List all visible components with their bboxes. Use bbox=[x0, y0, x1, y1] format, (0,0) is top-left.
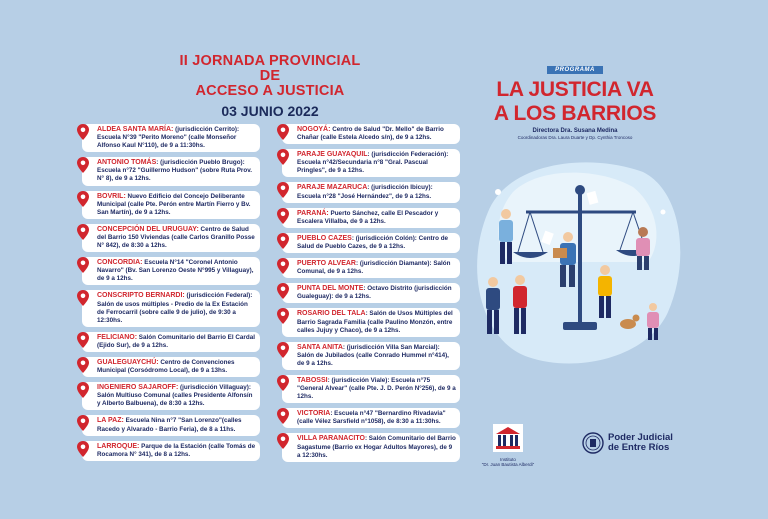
location-name: LARROQUE: bbox=[97, 442, 140, 450]
event-date: 03 JUNIO 2022 bbox=[221, 103, 319, 119]
map-pin-icon bbox=[276, 148, 290, 166]
location-details: Escuela Nina n°7 "San Lorenzo"(calles Racedo y Alvarado - Barrio Feria), de 8 a 11hs. bbox=[97, 417, 242, 433]
locations-left-column bbox=[82, 124, 260, 466]
justice-scale-illustration bbox=[468, 152, 690, 377]
title-line-3: ACCESO A JUSTICIA bbox=[195, 83, 345, 99]
location-details: (jurisdicción Federal): Salón de usos múltiples - Predio de la Ex Estación de Ferrocarril (sobre calle 9 de julio), de 9:30 a 12:30hs. bbox=[97, 292, 253, 324]
location-name: CONSCRIPTO BERNARDI: bbox=[97, 292, 185, 300]
location-card bbox=[82, 224, 260, 252]
location-card bbox=[82, 191, 260, 219]
location-card bbox=[282, 149, 460, 177]
location-details: Nuevo Edificio del Concejo Deliberante Municipal (calle Pte. Perón entre Martín Fierro y Bv. San Martín), de 9 a 12hs. bbox=[97, 192, 251, 216]
location-name: LA PAZ: bbox=[97, 417, 124, 425]
map-pin-icon bbox=[276, 432, 290, 450]
location-card bbox=[82, 441, 260, 461]
location-name: PARAJE GUAYAQUIL bbox=[297, 151, 368, 159]
location-name: BOVRIL: bbox=[97, 192, 126, 200]
location-details: : (jurisdicción Federación): Escuela n°42/Secundaria n°8 "Gral. Pascual Pringles", de 9 a 12hs. bbox=[297, 151, 449, 175]
location-name: VICTORIA bbox=[297, 410, 331, 418]
location-details: : (jurisdicción Ibicuy): Escuela n°28 "José Hernández", de 9 a 12hs. bbox=[297, 184, 433, 200]
map-pin-icon bbox=[276, 257, 290, 275]
poder-judicial-logo bbox=[582, 432, 673, 454]
location-card bbox=[282, 342, 460, 370]
location-details: Salón Comunitario del Barrio El Cardal (Ejido Sur), de 9 a 12hs. bbox=[97, 333, 255, 349]
map-pin-icon bbox=[276, 282, 290, 300]
location-name: NOGOYÁ: bbox=[297, 126, 331, 133]
location-details: Centro de Convenciones Municipal (Corsódromo Local), de 9 a 13hs. bbox=[97, 358, 235, 375]
location-details: : Octavo Distrito (jurisdicción Gualeguay): de 9 a 12hs. bbox=[297, 285, 452, 301]
location-card bbox=[282, 258, 460, 278]
location-details: : (jurisdicción Pueblo Brugo): Escuela n°72 "Guillermo Hudson" (sobre Ruta Prov. N° 8), de 9 a 12hs. bbox=[97, 159, 252, 183]
location-card bbox=[82, 382, 260, 410]
location-card bbox=[282, 233, 460, 253]
instituto-emblem-icon bbox=[493, 424, 523, 452]
map-pin-icon bbox=[276, 232, 290, 250]
program-block bbox=[490, 58, 660, 140]
location-details: Escuela N°14 "Coronel Antonio Navarro" (Bv. San Lorenzo Oeste N°995 y Villaguay), de 9 a 12hs. bbox=[97, 259, 254, 283]
map-pin-icon bbox=[76, 440, 90, 458]
program-label: PROGRAMA bbox=[547, 66, 603, 74]
location-details: : (jurisdicción Viale): Escuela n°75 "General Alvear" (calle Pte. J. D. Perón N°256), de 9 a 12hs. bbox=[297, 376, 456, 401]
location-details: Parque de la Estación (calle Tomás de Rocamora N° 341), de 8 a 12hs. bbox=[97, 442, 256, 458]
map-pin-icon bbox=[276, 181, 290, 199]
instituto-label-2: "Dr. Juan Bautista Alberdi" bbox=[481, 462, 535, 467]
location-name: PUNTA DEL MONTE bbox=[297, 285, 364, 293]
map-pin-icon bbox=[76, 223, 90, 241]
location-details: : (jurisdicción Villa San Marcial): Salón de Jubilados (calle Conrado Hummel n°414), de 9 a 12hs. bbox=[297, 343, 449, 367]
map-pin-icon bbox=[76, 156, 90, 174]
title-line-1: II JORNADA PROVINCIAL bbox=[179, 53, 361, 69]
location-card bbox=[282, 182, 460, 202]
location-details: : (jurisdicción Diamante): Salón Comunal, de 9 a 12hs. bbox=[297, 260, 451, 276]
location-details: : Salón Comunitario del Barrio Sagastume (Barrio ex Hogar Adultos Mayores), de 9 a 12:30hs. bbox=[297, 435, 456, 459]
location-name: ALDEA SANTA MARÍA: bbox=[97, 126, 174, 133]
event-title-block bbox=[165, 54, 375, 119]
location-name: FELICIANO: bbox=[97, 333, 138, 341]
location-card bbox=[82, 157, 260, 185]
location-details: Puerto Sánchez, calle El Pescador y Escalera Villalba, de 9 a 12hs. bbox=[297, 209, 439, 225]
location-name: CONCORDIA: bbox=[97, 259, 143, 267]
location-details: : Salón de Usos Múltiples del Barrio Sagrada Familia (calle Paulino Monzón, entre calles Jujuy y Chaco), de 9 a 12hs. bbox=[297, 310, 453, 334]
location-name: PARANÁ: bbox=[297, 209, 329, 217]
map-pin-icon bbox=[76, 256, 90, 274]
locations-right-column bbox=[282, 124, 460, 467]
poder-judicial-seal-icon bbox=[582, 432, 604, 454]
location-card bbox=[82, 415, 260, 435]
location-details: : (jurisdicción Colón): Centro de Salud de Pueblo Cazes, de 9 a 12hs. bbox=[297, 234, 449, 250]
program-title-line-2: A LOS BARRIOS bbox=[493, 102, 657, 125]
location-name: ROSARIO DEL TALA bbox=[297, 310, 366, 318]
map-pin-icon bbox=[276, 207, 290, 225]
map-pin-icon bbox=[76, 289, 90, 307]
location-card bbox=[282, 283, 460, 303]
location-name: TABOSSI bbox=[297, 376, 328, 384]
map-pin-icon bbox=[76, 190, 90, 208]
location-card bbox=[82, 124, 260, 152]
location-card bbox=[282, 433, 460, 461]
location-name: PARAJE MAZARUCA bbox=[297, 184, 368, 192]
location-name: CONCEPCIÓN DEL URUGUAY: bbox=[97, 225, 199, 233]
location-details: Centro de Salud "Dr. Mello" de Barrio Chañar (calle Estela Alcedo s/n), de 9 a 12hs. bbox=[297, 126, 444, 142]
location-card bbox=[282, 375, 460, 403]
location-card bbox=[282, 408, 460, 428]
location-details: (jurisdicción Villaguay): Salón Multiuso Comunal (calles Presidente Alfonsín y Alberto Balbuena), de 8:30 a 12hs. bbox=[97, 384, 253, 408]
map-pin-icon bbox=[276, 123, 290, 141]
map-pin-icon bbox=[76, 123, 90, 141]
instituto-logo bbox=[480, 424, 536, 467]
map-pin-icon bbox=[76, 414, 90, 432]
map-pin-icon bbox=[276, 341, 290, 359]
title-line-2: DE bbox=[259, 68, 281, 84]
location-name: INGENIERO SAJAROFF: bbox=[97, 384, 179, 392]
location-name: VILLA PARANACITO bbox=[297, 435, 365, 443]
location-details: Centro de Salud del Barrio 150 Viviendas (calle Carlos Granillo Posse N° 842), de 8:30 a 12hs. bbox=[97, 225, 255, 250]
map-pin-icon bbox=[276, 374, 290, 392]
location-details: (jurisdicción Cerrito): Escuela N°39 "Perito Moreno" (calle Monseñor Alfonso Kaul N°110), de 9 a 11:30hs. bbox=[97, 126, 240, 150]
program-title-line-1: LA JUSTICIA VA bbox=[496, 78, 654, 101]
program-coordinators: Coordinadoras Dra. Laura Duarte y Dp. Cynthia Troncoso bbox=[517, 135, 633, 140]
map-pin-icon bbox=[76, 381, 90, 399]
location-card bbox=[82, 332, 260, 352]
location-card bbox=[282, 308, 460, 336]
location-name: PUERTO ALVEAR bbox=[297, 260, 356, 268]
program-director: Directora Dra. Susana Medina bbox=[532, 128, 618, 134]
map-pin-icon bbox=[76, 331, 90, 349]
location-card bbox=[82, 257, 260, 285]
location-card bbox=[282, 208, 460, 228]
location-card bbox=[82, 290, 260, 326]
location-card bbox=[82, 357, 260, 377]
map-pin-icon bbox=[276, 307, 290, 325]
location-card bbox=[282, 124, 460, 144]
location-name: ANTONIO TOMÁS bbox=[97, 159, 157, 167]
map-pin-icon bbox=[76, 356, 90, 374]
location-details: : Escuela n°47 "Bernardino Rivadavia" (calle Vélez Sarsfield n°1058), de 8:30 a 11:30hs. bbox=[297, 410, 446, 426]
map-pin-icon bbox=[276, 407, 290, 425]
location-name: GUALEGUAYCHÚ: bbox=[97, 358, 159, 366]
poder-judicial-line-2: de Entre Ríos bbox=[608, 442, 670, 453]
instituto-label-1: Instituto bbox=[500, 457, 516, 462]
location-name: SANTA ANITA bbox=[297, 343, 343, 351]
location-name: PUEBLO CAZES bbox=[297, 234, 352, 242]
poder-judicial-line-1: Poder Judicial bbox=[608, 432, 673, 443]
